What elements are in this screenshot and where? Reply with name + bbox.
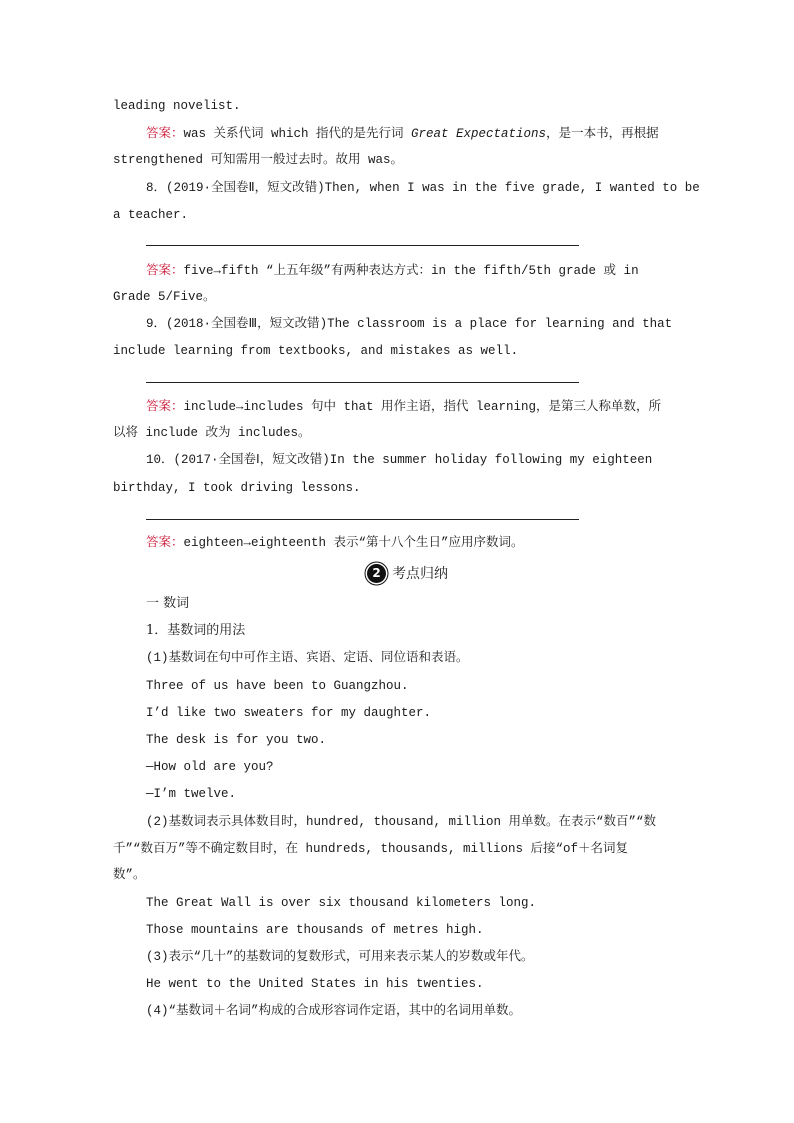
answer-blank-9 (146, 382, 579, 383)
answer-blank-10 (146, 519, 579, 520)
answer-7 (146, 125, 659, 142)
answer-text-cont: ，是一本书，再根据 (546, 127, 659, 141)
rule-2: (2)基数词表示具体数目时，hundred, thousand, million 用单数。在表示“数百”“数 (146, 815, 657, 829)
question-9: 9．(2018·全国卷Ⅲ，短文改错)The classroom is a place for learning and that (146, 317, 673, 331)
rule-2-cont: 千”“数百万”等不确定数目时，在 hundreds, thousands, millions 后接“of＋名词复 (113, 842, 629, 856)
section-heading (367, 563, 448, 583)
answer-text: five→fifth “上五年级”有两种表达方式：in the fifth/5th grade 或 in (183, 264, 639, 278)
answer-text: include→includes 句中 that 用作主语，指代 learning，是第三人称单数，所 (183, 400, 662, 414)
answer-9-line2: 以将 include 改为 includes。 (113, 426, 311, 440)
answer-blank-8 (146, 245, 579, 246)
answer-label: 答案： (146, 262, 184, 277)
heading-numerals: 一 数词 (146, 596, 190, 611)
rule-3: (3)表示“几十”的基数词的复数形式，可用来表示某人的岁数或年代。 (146, 950, 534, 964)
question-10: 10．(2017·全国卷Ⅰ，短文改错)In the summer holiday following my eighteen (146, 453, 653, 467)
example: —How old are you? (146, 760, 274, 774)
answer-label: 答案： (146, 398, 184, 413)
example: The Great Wall is over six thousand kilometers long. (146, 896, 537, 910)
section-title: 考点归纳 (392, 566, 448, 582)
example: Those mountains are thousands of metres high. (146, 923, 484, 937)
example: —I’m twelve. (146, 787, 237, 801)
heading-cardinal-usage: 1．基数词的用法 (146, 623, 246, 638)
example: The desk is for you two. (146, 733, 327, 747)
question-9-line2: include learning from textbooks, and mistakes as well. (113, 344, 519, 358)
example: Three of us have been to Guangzhou. (146, 679, 409, 693)
answer-10 (146, 534, 524, 551)
rule-4: (4)“基数词＋名词”构成的合成形容词作定语，其中的名词用单数。 (146, 1004, 522, 1018)
answer-text: eighteen→eighteenth 表示“第十八个生日”应用序数词。 (183, 536, 524, 550)
question-10-line2: birthday, I took driving lessons. (113, 481, 361, 495)
rule-2-cont: 数”。 (113, 868, 146, 882)
answer-8 (146, 262, 639, 279)
book-title: Great Expectations (411, 127, 547, 141)
answer-label: 答案： (146, 125, 184, 140)
question-8: 8．(2019·全国卷Ⅱ，短文改错)Then, when I was in the five grade, I wanted to be (146, 181, 700, 195)
answer-label: 答案： (146, 534, 184, 549)
rule-1: (1)基数词在句中可作主语、宾语、定语、同位语和表语。 (146, 651, 469, 665)
question-8-line2: a teacher. (113, 208, 189, 222)
example: I’d like two sweaters for my daughter. (146, 706, 432, 720)
answer-8-line2: Grade 5/Five。 (113, 290, 216, 304)
answer-7-line2: strengthened 可知需用一般过去时。故用 was。 (113, 153, 404, 167)
example: He went to the United States in his twenties. (146, 977, 484, 991)
section-number-badge: 2 (367, 564, 386, 583)
answer-9 (146, 398, 661, 415)
answer-text: was 关系代词 which 指代的是先行词 (183, 127, 412, 141)
text-line: leading novelist. (113, 99, 241, 113)
